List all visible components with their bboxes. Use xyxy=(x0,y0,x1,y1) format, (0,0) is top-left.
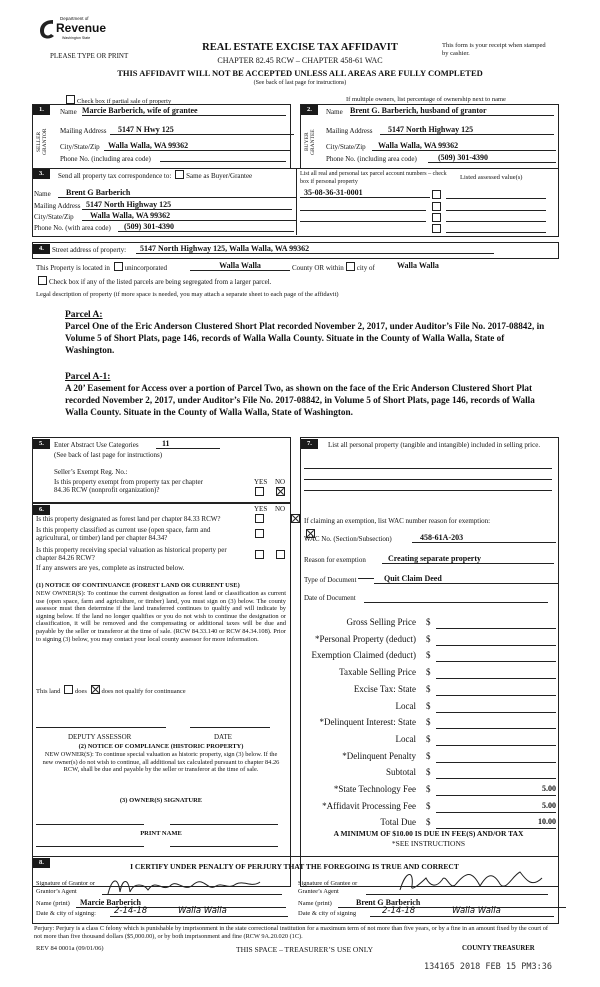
reason-label: Reason for exemption xyxy=(304,556,366,564)
perjury-statement: Perjury: Perjury is a class C felony which is punishable by imprisonment in the state correctional institution for a maximum term of not more than five years, or by a fine in an amount fixed by the court of not more than five thousand dollars ($5,000.00), or by both imprisonment and fine (RCW 9A.20.020 (1C). xyxy=(34,925,548,940)
notice-continuance-head: (1) NOTICE OF CONTINUANCE (FOREST LAND OR CURRENT USE) xyxy=(36,582,240,589)
wac-number: 458-61A-203 xyxy=(412,533,556,543)
s3-city-label: City/State/Zip xyxy=(34,213,74,221)
fee-value xyxy=(436,734,556,746)
fee-label: *Personal Property (deduct) xyxy=(315,633,416,644)
fee-currency: $ xyxy=(426,633,431,644)
fee-label: Local xyxy=(395,733,416,744)
s3-mail-label: Mailing Address xyxy=(34,202,81,210)
fee-row xyxy=(300,801,556,814)
street-address: 5147 North Highway 125, Walla Walla, WA 99362 xyxy=(136,244,494,254)
parcel-a-head: Parcel A: xyxy=(65,310,103,320)
same-as-buyer-label: Same as Buyer/Grantee xyxy=(186,172,253,180)
section-7-number: 7. xyxy=(301,439,318,449)
abstract-label: Enter Abstract Use Categories xyxy=(54,441,139,449)
section-3-number: 3. xyxy=(33,169,50,179)
fee-label: Exemption Claimed (deduct) xyxy=(311,650,416,661)
buyer-city: Walla Walla, WA 99362 xyxy=(372,141,556,151)
fee-row xyxy=(300,717,556,730)
doc-date-label: Date of Document xyxy=(304,594,356,602)
fee-label: Taxable Selling Price xyxy=(339,667,416,678)
fee-currency: $ xyxy=(426,817,431,828)
does-not-checkbox[interactable] xyxy=(91,685,100,694)
unincorporated-checkbox[interactable] xyxy=(114,262,123,271)
buyer-mail-label: Mailing Address xyxy=(326,127,373,135)
parcel-line-2 xyxy=(300,210,426,211)
fee-label: Local xyxy=(395,700,416,711)
buyer-side-label: BUYER GRANTEE xyxy=(304,129,316,155)
same-as-buyer-checkbox[interactable] xyxy=(175,170,184,179)
parcel-1-checkbox[interactable] xyxy=(432,190,441,199)
deputy-label: DEPUTY ASSESSOR xyxy=(68,733,132,741)
notice-compliance-text: NEW OWNER(S): To continue special valuation as historic property, sign (3) below. If the new owner(s) do not wish to continue, all additional tax calculated pursuant to chapter 84.26 RCW, shall be due and payable by the seller or transferor at the time of sale. xyxy=(42,751,280,774)
section-1-number: 1. xyxy=(33,105,50,115)
fee-value xyxy=(436,684,556,696)
logo-state: Washington State xyxy=(62,36,91,40)
fee-label: *Delinquent Interest: State xyxy=(319,717,416,728)
section-6-number: 6. xyxy=(33,505,50,515)
doc-type-label: Type of Document xyxy=(304,576,357,584)
grantor-sig-label: Signature of Grantor or Grantor’s Agent xyxy=(36,880,95,895)
fee-row xyxy=(300,767,556,780)
forest-yes-checkbox[interactable] xyxy=(255,514,264,523)
s6-yes-header: YES xyxy=(254,505,268,513)
fee-label: *Affidavit Processing Fee xyxy=(322,800,416,811)
buyer-phone-label: Phone No. (including area code) xyxy=(326,155,417,163)
section-5-number: 5. xyxy=(33,439,50,449)
qualify-line xyxy=(36,685,186,695)
recording-stamp: 134165 2018 FEB 15 PM3:36 xyxy=(424,962,552,972)
parcel-line-3 xyxy=(300,221,426,222)
deputy-line xyxy=(36,727,166,728)
street-label: Street address of property: xyxy=(52,246,127,254)
grantor-date: 2-14-18 xyxy=(110,906,174,917)
county-or-label: County OR within xyxy=(292,264,344,272)
section-4-number: 4. xyxy=(33,244,50,254)
s3-name-label: Name xyxy=(34,190,51,198)
current-use-yes-checkbox[interactable] xyxy=(255,529,264,538)
print-name-line-1 xyxy=(36,846,144,847)
grantor-name: Marcie Barberich xyxy=(76,898,286,908)
does-not-label: does not qualify for continuance xyxy=(101,688,186,695)
city-of-label: city of xyxy=(356,264,375,272)
buyer-phone: (509) 301-4390 xyxy=(428,153,556,163)
grantor-signature-icon xyxy=(104,872,264,898)
parcel-a1-text: A 20’ Easement for Access over a portion of Parcel Two, as shown on the face of the Eric Anderson Clustered Short Plat recorded November 2, 2017, under Auditor’s File No. 2017-08842, in Volume 5 of Short Plats, page 146, records of Walla Walla County. Situate in the County of Walla Walla, State of Washington. xyxy=(65,383,535,418)
owner-sig-line-2 xyxy=(170,824,278,825)
fee-currency: $ xyxy=(426,750,431,761)
city-name: Walla Walla xyxy=(397,261,439,270)
exempt-question: Is this property exempt from property tax per chapter 84.36 RCW (nonprofit organization)? xyxy=(54,478,203,494)
grantee-city: Walla Walla xyxy=(446,906,554,917)
wac-label: WAC No. (Section/Subsection) xyxy=(304,535,392,543)
assessed-value-2 xyxy=(446,210,546,211)
assessed-value-label: Listed assessed value(s) xyxy=(460,174,523,181)
buyer-name: Brent G. Barberich, husband of grantor xyxy=(350,106,554,116)
form-revision: REV 84 0001a (09/01/06) xyxy=(36,945,104,952)
s3-city: Walla Walla, WA 99362 xyxy=(82,211,296,221)
fee-row xyxy=(300,684,556,697)
s5-yes-header: YES xyxy=(254,478,268,486)
fee-value xyxy=(436,767,556,779)
fee-value xyxy=(436,667,556,679)
parcel-a1-head: Parcel A-1: xyxy=(65,372,111,382)
fee-currency: $ xyxy=(426,617,431,627)
fee-currency: $ xyxy=(426,784,431,794)
fee-currency: $ xyxy=(426,717,431,728)
s3-phone: (509) 301-4390 xyxy=(118,222,294,232)
fee-value xyxy=(436,650,556,662)
personal-property-line-1 xyxy=(304,468,552,469)
city-checkbox[interactable] xyxy=(346,262,355,271)
seller-city-label: City/State/Zip xyxy=(60,143,100,151)
forest-no-checkbox[interactable] xyxy=(291,514,300,523)
fee-currency: $ xyxy=(426,733,431,744)
forest-question: Is this property designated as forest land per chapter 84.33 RCW? xyxy=(36,515,221,523)
fee-row xyxy=(300,701,556,714)
this-land-label: This land xyxy=(36,688,61,695)
grantor-name-label: Name (print) xyxy=(36,900,70,907)
fee-row xyxy=(300,734,556,747)
parcel-number: 35-08-36-31-0001 xyxy=(300,188,430,198)
segregate-check xyxy=(36,276,271,286)
form-chapter: CHAPTER 82.45 RCW – CHAPTER 458-61 WAC xyxy=(217,56,383,65)
date-line xyxy=(190,727,270,728)
fee-value xyxy=(436,701,556,713)
personal-property-line-3 xyxy=(304,490,552,491)
parcel-3-checkbox[interactable] xyxy=(432,213,441,222)
owner-signature-label: (3) OWNER(S) SIGNATURE xyxy=(119,797,203,804)
segregate-label: Check box if any of the listed parcels are being segregated from a larger parcel. xyxy=(49,278,272,286)
grantee-signature-icon xyxy=(396,866,546,896)
s6-no-header: NO xyxy=(275,505,286,513)
abstract-category: 11 xyxy=(156,439,220,449)
s3-mail: 5147 North Highway 125 xyxy=(82,200,292,210)
exempt-reg-label: Seller’s Exempt Reg. No.: xyxy=(54,468,128,476)
current-use-question: Is this property classified as current use (open space, farm and agricultural, or timber) land per chapter 84.34? xyxy=(36,526,211,542)
seller-phone xyxy=(160,161,286,162)
grantor-city: Walla Walla xyxy=(172,906,288,917)
fee-currency: $ xyxy=(426,800,431,811)
abstract-see-back: (See back of last page for instructions) xyxy=(54,451,163,459)
grantee-name-label: Name (print) xyxy=(298,900,332,907)
section-3-divider xyxy=(296,168,297,235)
grantee-name: Brent G Barberich xyxy=(338,898,566,908)
fee-value: 10.00 xyxy=(436,817,556,829)
personal-property-line-2 xyxy=(304,479,552,480)
fee-row xyxy=(300,784,556,797)
fee-currency: $ xyxy=(426,700,431,711)
treasurer-space: THIS SPACE – TREASURER’S USE ONLY xyxy=(236,945,373,954)
fee-row xyxy=(300,650,556,663)
fee-value xyxy=(436,617,556,629)
grantee-date-label: Date & city of signing xyxy=(298,910,357,917)
section-8-number: 8. xyxy=(33,858,50,868)
yes-note: If any answers are yes, complete as instructed below. xyxy=(36,564,185,572)
notice-continuance-text: NEW OWNER(S): To continue the current designation as forest land or classification as current use (open space, farm and agriculture, or timber) land, you must sign on (3) below. The county assessor must then determine if the land transferred continues to qualify and will indicate by signing below. If the land no longer qualifies or you do not wish to continue the designation or classification, it will be removed and the compensating or additional taxes will be due and payable by the seller or transferor at the time of sale. (RCW 84.33.140 or RCW 84.34.108). Prior to signing (3) below, you may contact your local county assessor for more information. xyxy=(36,590,286,643)
partial-sale-checkbox[interactable] xyxy=(66,95,75,104)
fee-row xyxy=(300,667,556,680)
send-correspondence-label xyxy=(58,170,252,180)
fee-currency: $ xyxy=(426,650,431,661)
fee-value xyxy=(436,717,556,729)
fee-row xyxy=(300,634,556,647)
fee-currency: $ xyxy=(426,683,431,694)
parcel-4-checkbox[interactable] xyxy=(432,224,441,233)
form-title: REAL ESTATE EXCISE TAX AFFIDAVIT xyxy=(202,42,398,53)
fee-label: Subtotal xyxy=(385,767,416,778)
fee-currency: $ xyxy=(426,667,431,678)
property-location xyxy=(36,262,167,272)
parcel-2-checkbox[interactable] xyxy=(432,202,441,211)
assessed-value-1 xyxy=(446,198,546,199)
fee-row xyxy=(300,617,556,630)
see-back-instructions: (See back of last page for instructions) xyxy=(253,80,347,86)
s3-name: Brent G Barberich xyxy=(58,188,296,198)
parcel-list-label: List all real and personal tax parcel account numbers – check box if personal property xyxy=(300,171,447,185)
s3-phone-label: Phone No. (with area code) xyxy=(34,224,111,232)
historic-yes-checkbox[interactable] xyxy=(255,550,264,559)
grantee-date: 2-14-18 xyxy=(370,906,446,917)
form-warning: THIS AFFIDAVIT WILL NOT BE ACCEPTED UNLESS ALL AREAS ARE FULLY COMPLETED xyxy=(117,68,483,78)
fee-value xyxy=(436,751,556,763)
located-label: This Property is located in xyxy=(36,264,110,272)
print-name-line-2 xyxy=(170,846,278,847)
fee-value: 5.00 xyxy=(436,784,556,796)
fee-row xyxy=(300,751,556,764)
parcel-a-text: Parcel One of the Eric Anderson Clustered Short Plat recorded November 2, 2017, under Auditor’s File No. 2017-08842, in Volume 5 of Short Plats, page 146, records of Walla Walla County. Situate in the County of Walla Walla, State of Washington. xyxy=(65,321,545,356)
receipt-note: This form is your receipt when stamped by cashier. xyxy=(442,42,546,57)
buyer-city-label: City/State/Zip xyxy=(326,143,366,151)
buyer-mail: 5147 North Highway 125 xyxy=(380,125,554,135)
unincorporated-label: unincorporated xyxy=(124,264,168,272)
fee-label: *State Technology Fee xyxy=(333,784,416,794)
notice-compliance-head: (2) NOTICE OF COMPLIANCE (HISTORIC PROPERTY) xyxy=(78,743,244,750)
logo-name: Revenue xyxy=(56,21,107,35)
does-label: does xyxy=(75,688,87,695)
exempt-yes-checkbox[interactable] xyxy=(255,487,264,496)
send-label: Send all property tax correspondence to: xyxy=(58,172,172,180)
logo-swoosh-icon xyxy=(38,18,56,40)
print-name-label: PRINT NAME xyxy=(140,830,182,837)
see-instructions: *SEE INSTRUCTIONS xyxy=(391,839,466,848)
fee-label: Gross Selling Price xyxy=(346,617,416,627)
seller-name-label: Name xyxy=(60,108,77,116)
county-name: Walla Walla xyxy=(190,261,290,271)
fee-label: Total Due xyxy=(380,817,416,828)
fee-currency: $ xyxy=(426,767,431,778)
doc-type: Quit Claim Deed xyxy=(374,574,558,584)
seller-side-label: SELLER GRANTOR xyxy=(36,128,48,156)
seller-name: Marcie Barberich, wife of grantee xyxy=(82,106,286,116)
seller-mail-label: Mailing Address xyxy=(60,127,107,135)
multiple-owners-note: If multiple owners, list percentage of ownership next to name xyxy=(346,96,506,103)
partial-sale-label: Check box if partial sale of property xyxy=(77,98,172,105)
fee-value xyxy=(436,634,556,646)
county-treasurer: COUNTY TREASURER xyxy=(462,945,535,952)
seller-phone-label: Phone No. (including area code) xyxy=(60,155,151,163)
section-2-number: 2. xyxy=(301,105,318,115)
exemption-reason: Creating separate property xyxy=(382,554,554,564)
fee-label: *Delinquent Penalty xyxy=(342,750,416,761)
s5-no-header: NO xyxy=(275,478,286,486)
assessed-value-4 xyxy=(446,232,546,233)
personal-property-label: List all personal property (tangible and intangible) included in selling price. xyxy=(328,441,541,449)
does-checkbox[interactable] xyxy=(64,685,73,694)
assessed-value-3 xyxy=(446,221,546,222)
minimum-fee-note: A MINIMUM OF $10.00 IS DUE IN FEE(S) AND/OR TAX xyxy=(333,829,524,838)
doc-date-line xyxy=(364,602,548,603)
grantee-sig-label: Signature of Grantee or Grantee’s Agent xyxy=(298,880,358,895)
exempt-no-checkbox[interactable] xyxy=(276,487,285,496)
owner-sig-line-1 xyxy=(36,824,144,825)
fee-value: 5.00 xyxy=(436,801,556,813)
county-or-within xyxy=(292,262,375,272)
date-label: DATE xyxy=(214,733,232,741)
segregate-checkbox[interactable] xyxy=(38,276,47,285)
fee-label: Excise Tax: State xyxy=(353,683,416,694)
buyer-name-label: Name xyxy=(326,108,343,116)
grantor-date-label: Date & city of signing: xyxy=(36,910,96,917)
seller-mail: 5147 N Hwy 125 xyxy=(110,125,294,135)
certify-statement: I CERTIFY UNDER PENALTY OF PERJURY THAT THE FOREGOING IS TRUE AND CORRECT xyxy=(130,862,459,871)
exemption-claim-label: If claiming an exemption, list WAC number reason for exemption: xyxy=(304,517,491,525)
historic-no-checkbox[interactable] xyxy=(276,550,285,559)
seller-city: Walla Walla, WA 99362 xyxy=(104,141,290,151)
historic-question: Is this property receiving special valuation as historical property per chapter 84.26 RCW? xyxy=(36,546,227,562)
legal-desc-label: Legal description of property (if more space is needed, you may attach a separate sheet to each page of the affidavit) xyxy=(36,291,339,298)
please-type: PLEASE TYPE OR PRINT xyxy=(50,52,129,60)
logo-dept: Department of xyxy=(60,16,89,21)
